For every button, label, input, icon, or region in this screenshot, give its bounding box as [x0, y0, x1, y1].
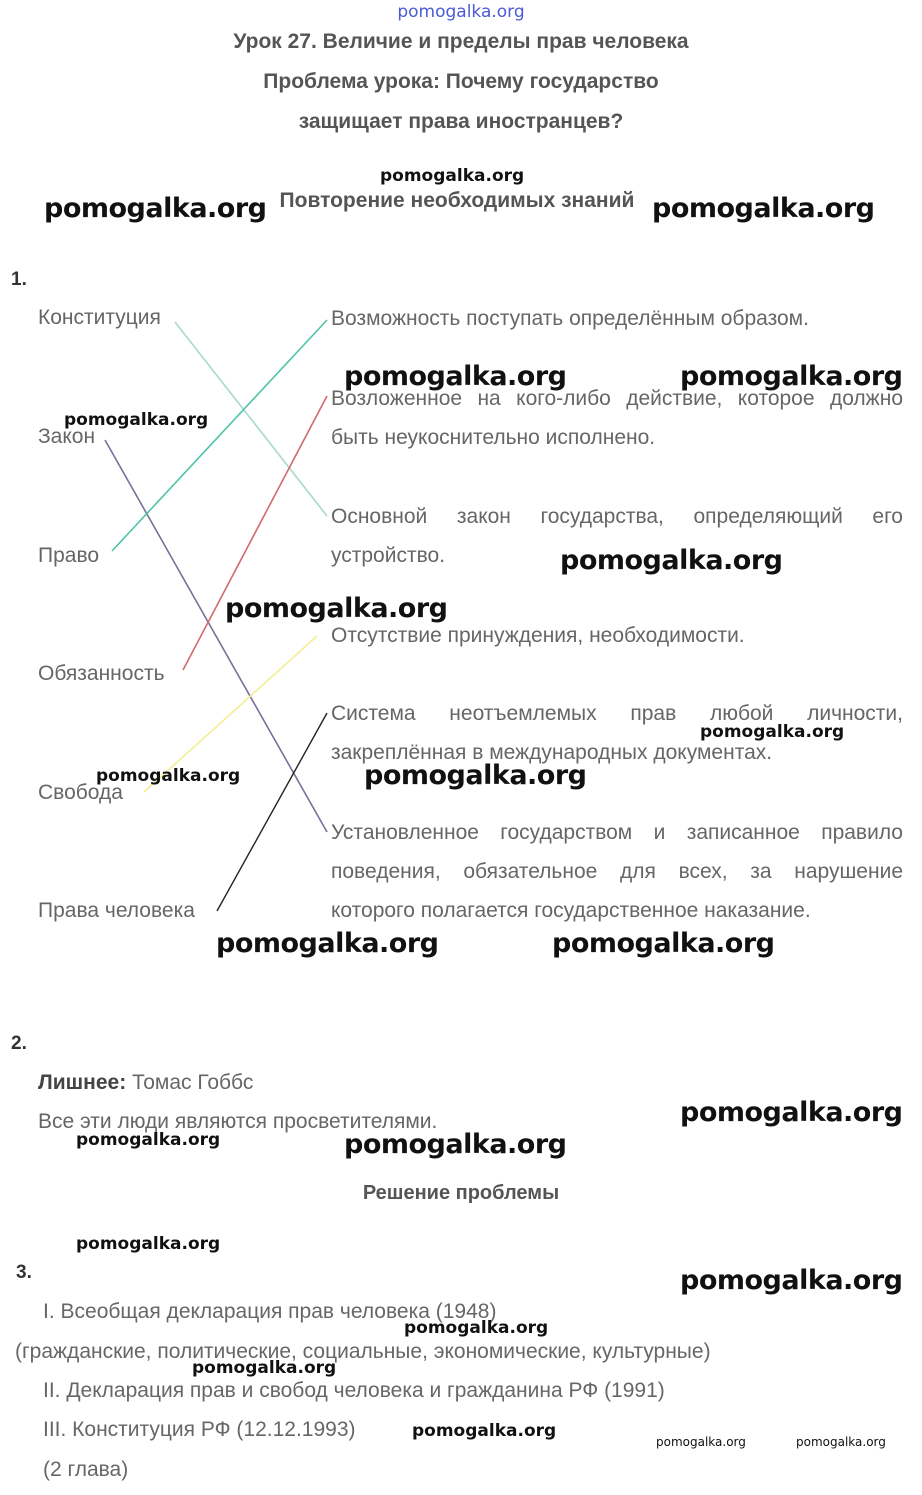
- watermark: pomogalka.org: [96, 766, 241, 786]
- watermark: pomogalka.org: [680, 361, 903, 392]
- lesson-problem-line1: Проблема урока: Почему государство: [263, 70, 659, 93]
- watermark: pomogalka.org: [552, 928, 775, 959]
- watermark: pomogalka.org: [700, 722, 845, 742]
- definition-1: Возможность поступать определённым образом.: [331, 307, 809, 330]
- term-constitution: Конституция: [38, 306, 161, 329]
- term-right: Право: [38, 544, 100, 567]
- task3-number: 3.: [16, 1262, 32, 1283]
- watermark: pomogalka.org: [225, 593, 448, 624]
- watermark: pomogalka.org: [344, 1129, 567, 1160]
- task2-explanation: Все эти люди являются просветителями.: [38, 1110, 438, 1133]
- site-watermark-top: pomogalka.org: [397, 2, 525, 22]
- lesson-title: Урок 27. Величие и пределы прав человека: [233, 30, 689, 53]
- section-solution-heading: Решение проблемы: [362, 1182, 560, 1204]
- watermark: pomogalka.org: [412, 1421, 557, 1441]
- watermark: pomogalka.org: [560, 545, 783, 576]
- task3-line-1: I. Всеобщая декларация прав человека (1948): [43, 1300, 497, 1323]
- term-law: Закон: [38, 425, 96, 448]
- definition-2: Возложенное на кого-либо действие, которое должно быть неукоснительно исполнено.: [331, 387, 903, 449]
- watermark: pomogalka.org: [364, 760, 587, 791]
- definition-6: Установленное государством и записанное правило поведения, обязательное для всех, за нарушение которого полагается государственное наказание.: [331, 821, 903, 922]
- watermark: pomogalka.org: [680, 1097, 903, 1128]
- task3-line-2: (гражданские, политические, социальные, экономические, культурные): [15, 1340, 711, 1363]
- definition-5: Система неотъемлемых прав любой личности, закреплённая в международных документах.: [331, 702, 903, 764]
- task3-line-3: II. Декларация прав и свобод человека и гражданина РФ (1991): [43, 1379, 665, 1402]
- term-human-rights: Права человека: [38, 899, 195, 922]
- line-right: [112, 320, 327, 551]
- task2-number: 2.: [11, 1033, 27, 1054]
- watermark: pomogalka.org: [44, 193, 267, 224]
- watermark: pomogalka.org: [652, 193, 875, 224]
- task2-answer: [38, 1071, 253, 1095]
- watermark: pomogalka.org: [192, 1358, 337, 1378]
- extra-value: Томас Гоббс: [132, 1071, 254, 1094]
- term-duty: Обязанность: [38, 662, 165, 685]
- watermark: pomogalka.org: [64, 410, 209, 430]
- watermark: pomogalka.org: [216, 928, 439, 959]
- lesson-problem-line2: защищает права иностранцев?: [298, 110, 624, 133]
- watermark: pomogalka.org: [404, 1318, 549, 1338]
- line-human-rights: [217, 713, 327, 911]
- task1-number: 1.: [11, 269, 27, 290]
- extra-label: Лишнее:: [38, 1071, 127, 1094]
- watermark: pomogalka.org: [76, 1130, 221, 1150]
- task3-line-4: III. Конституция РФ (12.12.1993): [43, 1418, 356, 1441]
- watermark: pomogalka.org: [380, 166, 525, 186]
- watermark: pomogalka.org: [76, 1234, 221, 1254]
- definition-3: Основной закон государства, определяющий его устройство.: [331, 505, 903, 567]
- task3-line-5: (2 глава): [43, 1458, 129, 1481]
- term-freedom: Свобода: [38, 781, 123, 804]
- watermark: pomogalka.org: [344, 361, 567, 392]
- watermark: pomogalka.org: [656, 1435, 746, 1449]
- watermark: pomogalka.org: [680, 1265, 903, 1296]
- line-duty: [183, 396, 327, 670]
- watermark: pomogalka.org: [796, 1435, 886, 1449]
- definition-4: Отсутствие принуждения, необходимости.: [331, 624, 745, 647]
- section-repeat-heading: Повторение необходимых знаний: [279, 189, 635, 212]
